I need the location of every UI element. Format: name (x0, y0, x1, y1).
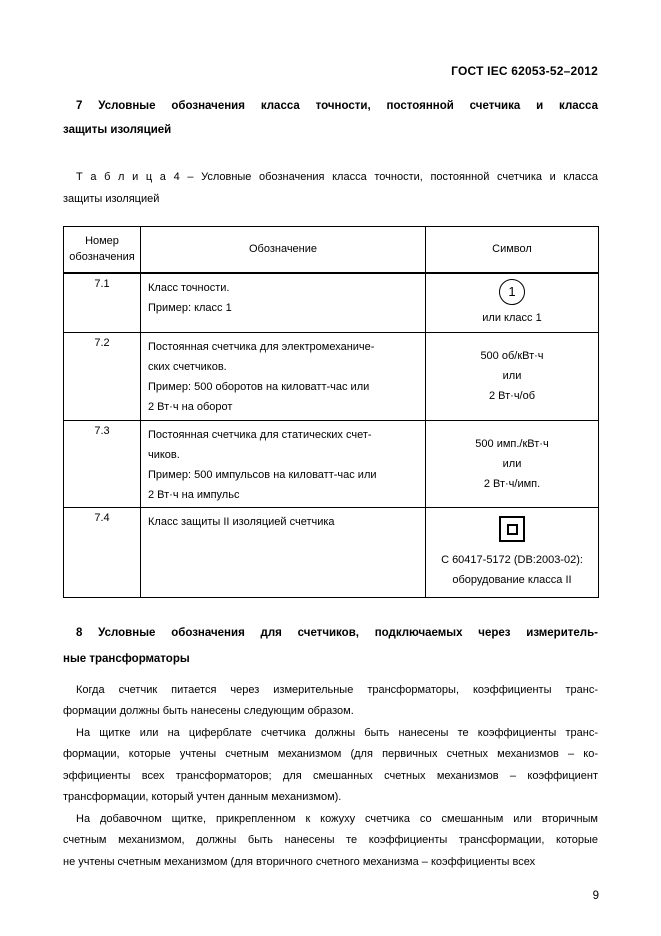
paragraph-3: На добавочном щитке, прикрепленном к кожуху счетчика со смешанным или вторичным счетным механизмом, должны быть нанесены те коэффициенты трансформации, которые не учтены счетным механизмом (для вторичного счетного механизма – коэффициенты всех (63, 812, 598, 868)
symbol-caption: или класс 1 (482, 311, 542, 324)
table-row-7-2 (64, 332, 599, 420)
row-symbol: 500 имп./кВт·ч или 2 Вт·ч/имп. (426, 420, 599, 507)
circle-value: 1 (508, 283, 516, 299)
document-number: ГОСТ IEC 62053-52–2012 (451, 64, 598, 78)
paragraph-2: На щитке или на циферблате счетчика должны быть нанесены те коэффициенты транс- формации, которые учтены счетным механизмом (для первичных счетных механизмов – ко- эффициенты всех трансформаторов; для смешанных счетных механизмов – коэффициент трансформации, который учтен данным механизмом). (63, 726, 598, 803)
col-header-number: Номер обозначения (64, 227, 141, 273)
row-symbol: 500 об/кВт·ч или 2 Вт·ч/об (426, 332, 599, 420)
row-designation: Класс точности. Пример: класс 1 (141, 273, 426, 333)
row-designation: Постоянная счетчика для статических счет- чиков. Пример: 500 импульсов на киловатт-час или 2 Вт·ч на импульс (141, 420, 426, 507)
row-number: 7.1 (64, 273, 141, 333)
col-header-symbol: Символ (426, 227, 599, 273)
col-header-designation: Обозначение (141, 227, 426, 273)
row-number: 7.4 (64, 507, 141, 597)
row-symbol (426, 273, 599, 333)
row-designation: Класс защиты II изоляцией счетчика (141, 507, 426, 597)
table-4-caption: Т а б л и ц а 4 – Условные обозначения класса точности, постоянной счетчика и класса защиты изоляцией (63, 171, 598, 205)
table-row-7-1 (64, 273, 599, 333)
paragraph-1: Когда счетчик питается через измерительные трансформаторы, коэффициенты транс- формации должны быть нанесены следующим образом. (63, 683, 598, 717)
row-symbol (426, 507, 599, 597)
symbol-caption: С 60417-5172 (DB:2003-02): оборудование класса II (441, 554, 583, 586)
section-7-heading: 7 Условные обозначения класса точности, постоянной счетчика и класса защиты изоляцией (63, 100, 598, 136)
table-row-7-3 (64, 420, 599, 507)
class-ii-insulation-icon (499, 516, 525, 542)
row-number: 7.3 (64, 420, 141, 507)
table-row-7-4 (64, 507, 599, 597)
page-number: 9 (592, 890, 599, 902)
designations-table (63, 226, 599, 598)
row-number: 7.2 (64, 332, 141, 420)
accuracy-class-circle-icon (499, 279, 525, 305)
table-header-row (64, 227, 599, 273)
section-8-heading: 8 Условные обозначения для счетчиков, подключаемых через измеритель- ные трансформаторы (63, 626, 598, 665)
row-designation: Постоянная счетчика для электромеханиче- ских счетчиков. Пример: 500 оборотов на киловатт-час или 2 Вт·ч на оборот (141, 332, 426, 420)
